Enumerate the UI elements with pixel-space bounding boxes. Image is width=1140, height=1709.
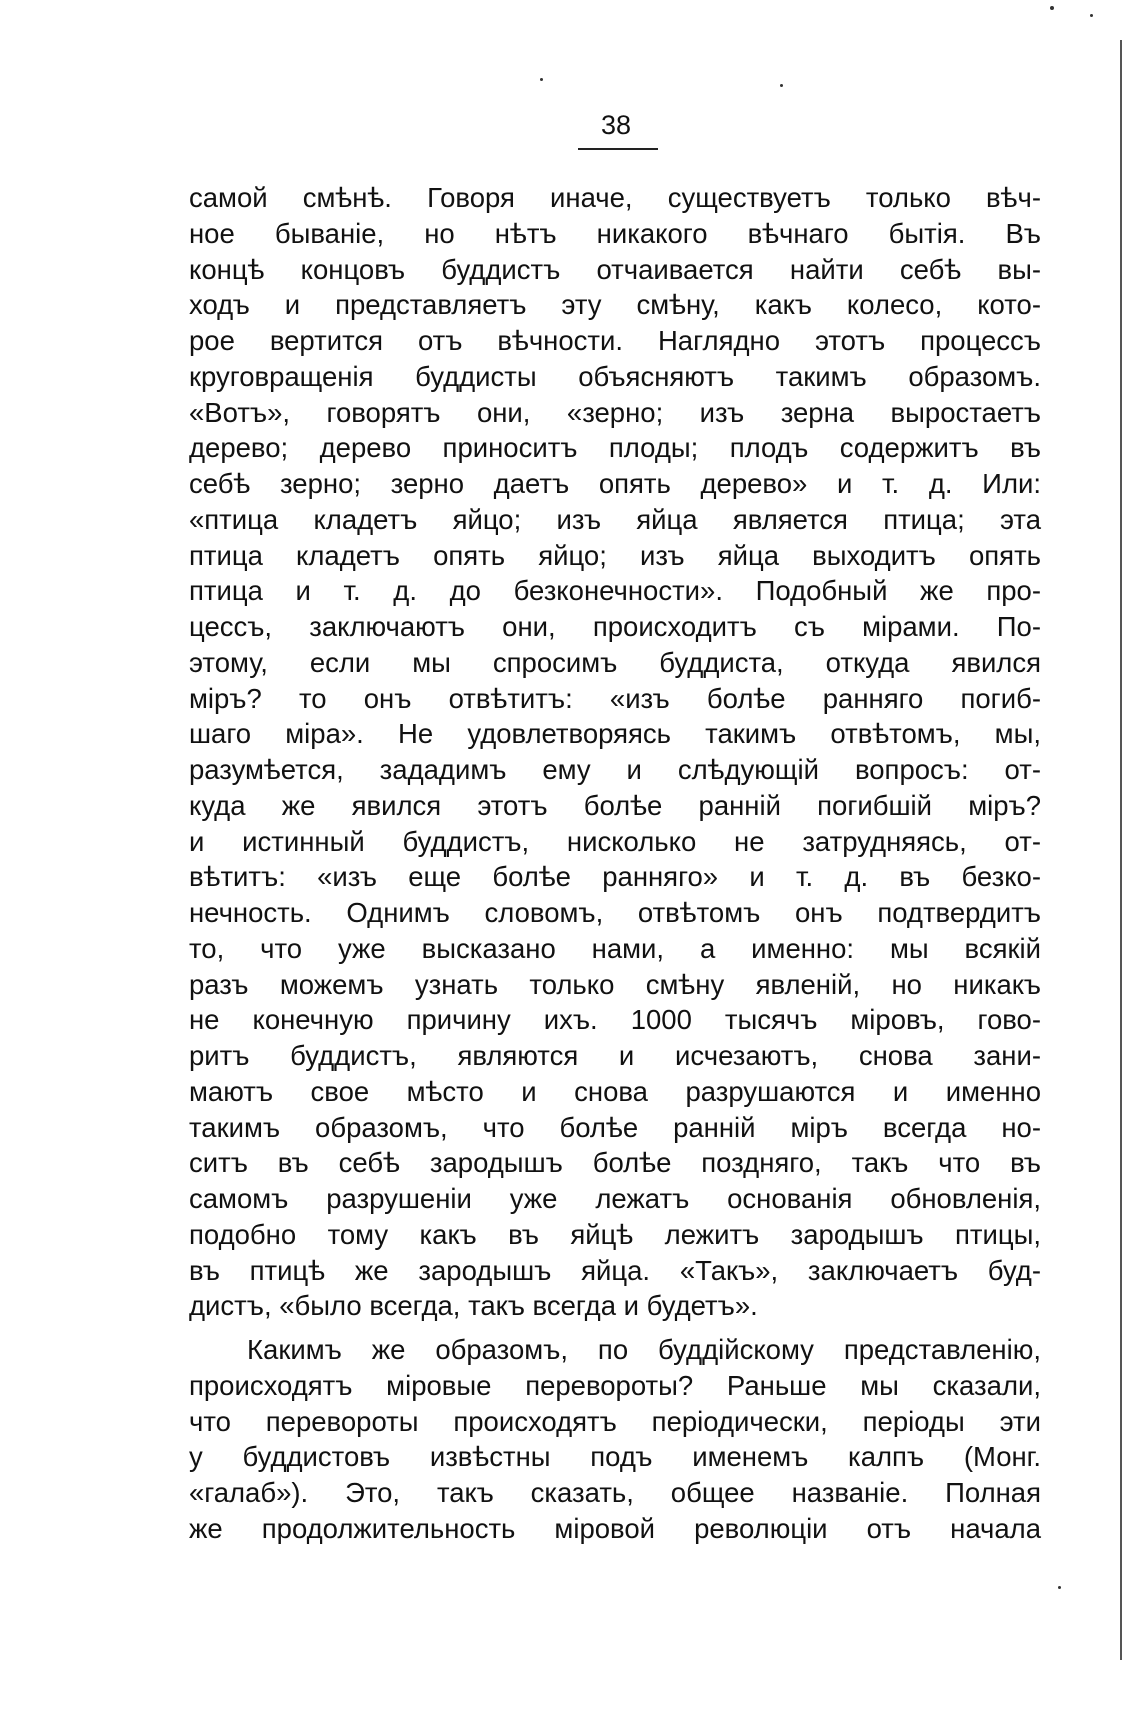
- paragraph-2: [189, 1332, 1041, 1547]
- text-line: ситъ въ себѣ зародышъ болѣе поздняго, такъ что въ: [189, 1147, 1041, 1179]
- text-line: нечность. Однимъ словомъ, отвѣтомъ онъ подтвердитъ: [189, 897, 1041, 928]
- text-line: такимъ образомъ, что болѣе ранній міръ всегда но-: [189, 1111, 1041, 1143]
- page-number-rule: [578, 148, 658, 150]
- text-line: куда же явился этотъ болѣе ранній погибшій міръ?: [189, 789, 1041, 821]
- text-line: то, что уже высказано нами, а именно: мы всякій: [189, 932, 1041, 964]
- text-line: этому, если мы спросимъ буддиста, откуда явился: [189, 646, 1041, 678]
- scan-speck: [1050, 6, 1054, 10]
- text-line: дистъ, «было всегда, такъ всегда и будетъ».: [189, 1290, 758, 1322]
- text-line: птица кладетъ опять яйцо; изъ яйца выходитъ опять: [189, 539, 1041, 571]
- text-line: дерево; дерево приноситъ плоды; плодъ содержитъ въ: [189, 432, 1041, 464]
- text-line: въ птицѣ же зародышъ яйца. «Такъ», заключаетъ буд-: [189, 1254, 1041, 1286]
- text-line: себѣ зерно; зерно даетъ опять дерево» и т. д. Или:: [189, 468, 1041, 499]
- text-line: что перевороты происходятъ періодически, періоды эти: [189, 1405, 1041, 1437]
- text-line: «галаб»). Это, такъ сказать, общее названіе. Полная: [189, 1477, 1041, 1508]
- scan-speck: [780, 84, 783, 87]
- scan-edge-line: [1120, 40, 1122, 1660]
- text-line: ритъ буддистъ, являются и исчезаютъ, снова зани-: [189, 1040, 1041, 1071]
- text-line: «Вотъ», говорятъ они, «зерно; изъ зерна выростаетъ: [189, 396, 1041, 428]
- scan-speck: [1058, 1586, 1061, 1589]
- text-line: вѣтитъ: «изъ еще болѣе ранняго» и т. д. въ безко-: [189, 861, 1041, 893]
- text-line: самомъ разрушеніи уже лежатъ основанія обновленія,: [189, 1183, 1041, 1214]
- text-line: круговращенія буддисты объясняютъ такимъ образомъ.: [189, 360, 1041, 392]
- text-line: ное бываніе, но нѣтъ никакого вѣчнаго бытія. Въ: [189, 217, 1041, 249]
- text-line: же продолжительность міровой революціи отъ начала: [189, 1512, 1041, 1544]
- text-line: у буддистовъ извѣстны подъ именемъ калпъ (Монг.: [189, 1441, 1041, 1473]
- text-line: цессъ, заключаютъ они, происходитъ съ мірами. По-: [189, 611, 1041, 642]
- text-line: разумѣется, зададимъ ему и слѣдующій вопросъ: от-: [189, 754, 1041, 785]
- text-line: маютъ свое мѣсто и снова разрушаются и именно: [189, 1075, 1041, 1107]
- scan-speck: [540, 78, 543, 81]
- text-line: не конечную причину ихъ. 1000 тысячъ міровъ, гово-: [189, 1004, 1041, 1036]
- text-line: происходятъ міровые перевороты? Раньше мы сказали,: [189, 1369, 1041, 1401]
- body-text: [189, 180, 1041, 1547]
- page-number: 38: [600, 110, 632, 140]
- text-line: птица и т. д. до безконечности». Подобный же про-: [189, 575, 1041, 607]
- text-line: «птица кладетъ яйцо; изъ яйца является птица; эта: [189, 503, 1041, 535]
- text-line: ходъ и представляетъ эту смѣну, какъ колесо, кото-: [189, 289, 1041, 321]
- scan-speck: [1090, 14, 1093, 17]
- text-line: подобно тому какъ въ яйцѣ лежитъ зародышъ птицы,: [189, 1218, 1041, 1250]
- text-line: рое вертится отъ вѣчности. Наглядно этотъ процессъ: [189, 325, 1041, 356]
- text-line: разъ можемъ узнать только смѣну явленій, но никакъ: [189, 968, 1041, 1000]
- paragraph-1: [189, 180, 1041, 1324]
- text-line: шаго міра». Не удовлетворяясь такимъ отвѣтомъ, мы,: [189, 718, 1041, 750]
- text-line: и истинный буддистъ, нисколько не затрудняясь, от-: [189, 825, 1041, 857]
- text-line: Какимъ же образомъ, по буддійскому представленію,: [247, 1334, 1041, 1365]
- text-line: концѣ концовъ буддистъ отчаивается найти себѣ вы-: [189, 253, 1041, 285]
- text-line: міръ? то онъ отвѣтитъ: «изъ болѣе ранняго погиб-: [189, 682, 1041, 714]
- text-line: самой смѣнѣ. Говоря иначе, существуетъ только вѣч-: [189, 182, 1041, 213]
